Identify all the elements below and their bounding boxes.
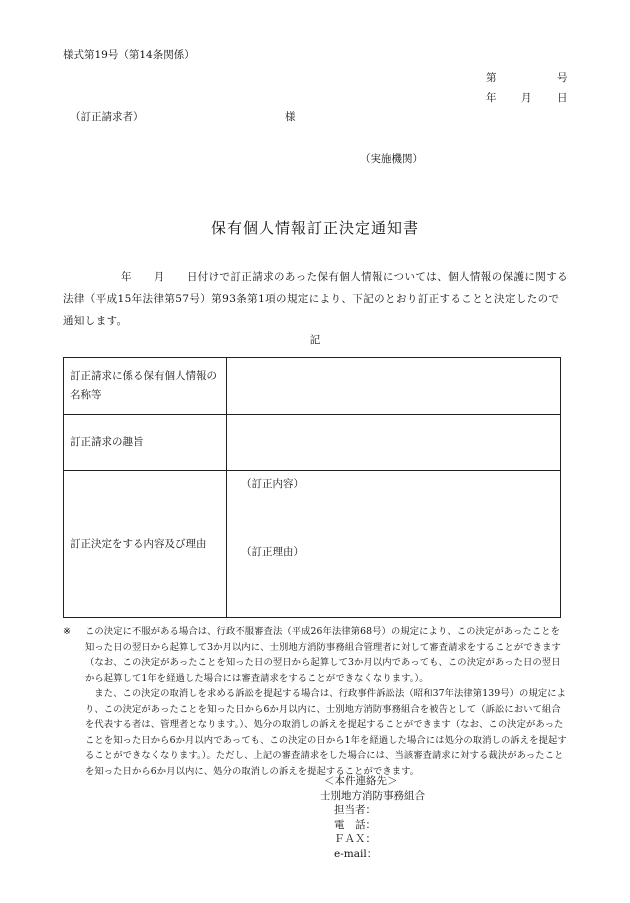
body-text: 日付けで訂正請求のあった保有個人情報については、個人情報の保護に関する法律（平成15年法律第57号）第93条第1項の規定により、下記のとおり訂正することと決定したので通知します。	[63, 271, 568, 327]
notes	[63, 624, 568, 779]
contact-email: e-mail：	[334, 847, 378, 860]
honorific: 様	[285, 111, 296, 123]
info-name-label: 訂正請求に係る保有個人情報の名称等	[64, 358, 227, 415]
purpose-label: 訂正請求の趣旨	[64, 415, 227, 471]
purpose-value	[227, 415, 561, 471]
decision-table	[63, 357, 561, 618]
requester-label: （訂正請求者）	[70, 111, 144, 123]
body-month: 月	[153, 271, 165, 283]
form-number: 様式第19号（第14条関係）	[63, 49, 195, 61]
note-mark: ※	[63, 626, 71, 637]
ki-marker: 記	[309, 334, 321, 346]
body-year: 年	[121, 271, 132, 283]
contact-heading: ＜本件連絡先＞	[324, 775, 398, 787]
info-name-value	[227, 358, 561, 415]
date-year-label: 年	[486, 92, 497, 104]
note-paragraph-1: この決定に不服がある場合は、行政不服審査法（平成26年法律第68号）の規定により、この決定があったことを知った日の翌日から起算して3か月以内に、士別地方消防事務組合管理者に対して審査請求をすることができます（なお、この決定があったことを知った日の翌日から起算して3か月以内であっても、この決定があった日の翌日から起算して1年を経過した場合には審査請求をすることができなくなります。）。	[85, 626, 561, 684]
decision-content-value	[227, 471, 561, 618]
notice-body	[63, 266, 568, 332]
contact-fax: ＦＡＸ：	[334, 833, 376, 845]
contact-block	[320, 774, 425, 861]
document-title: 保有個人情報訂正決定通知書	[210, 219, 419, 237]
contact-person: 担当者：	[334, 804, 376, 816]
contact-phone: 電 話：	[334, 818, 376, 831]
correction-reason-label: （訂正理由）	[241, 546, 304, 558]
date-day-label: 日	[557, 92, 568, 104]
contact-organization: 士別地方消防事務組合	[320, 789, 425, 802]
doc-number-prefix: 第	[486, 72, 497, 84]
agency-label: （実施機関）	[360, 153, 423, 165]
decision-content-label: 訂正決定をする内容及び理由	[64, 471, 227, 618]
table-row	[64, 471, 561, 618]
correction-content-label: （訂正内容）	[241, 478, 304, 490]
table-row	[64, 415, 561, 471]
doc-number-suffix: 号	[557, 72, 568, 84]
date-month-label: 月	[521, 92, 532, 104]
note-paragraph-2: また、この決定の取消しを求める訴訟を提起する場合は、行政事件訴訟法（昭和37年法律第139号）の規定により、この決定があったことを知った日から6か月以内に、士別地方消防事務組合を被告として（訴訟において組合を代表する者は、管理者となります。）、処分の取消しの訴えを提起することができます（なお、この決定があったことを知った日から6か月以内であっても、この決定の日から1年を経過した場合には処分の取消しの訴えを提起することができなくなります。）。ただし、上記の審査請求をした場合には、当該審査請求に対する裁決があったことを知った日から6か月以内に、処分の取消しの訴えを提起することができます。	[85, 688, 567, 777]
table-row	[64, 358, 561, 415]
